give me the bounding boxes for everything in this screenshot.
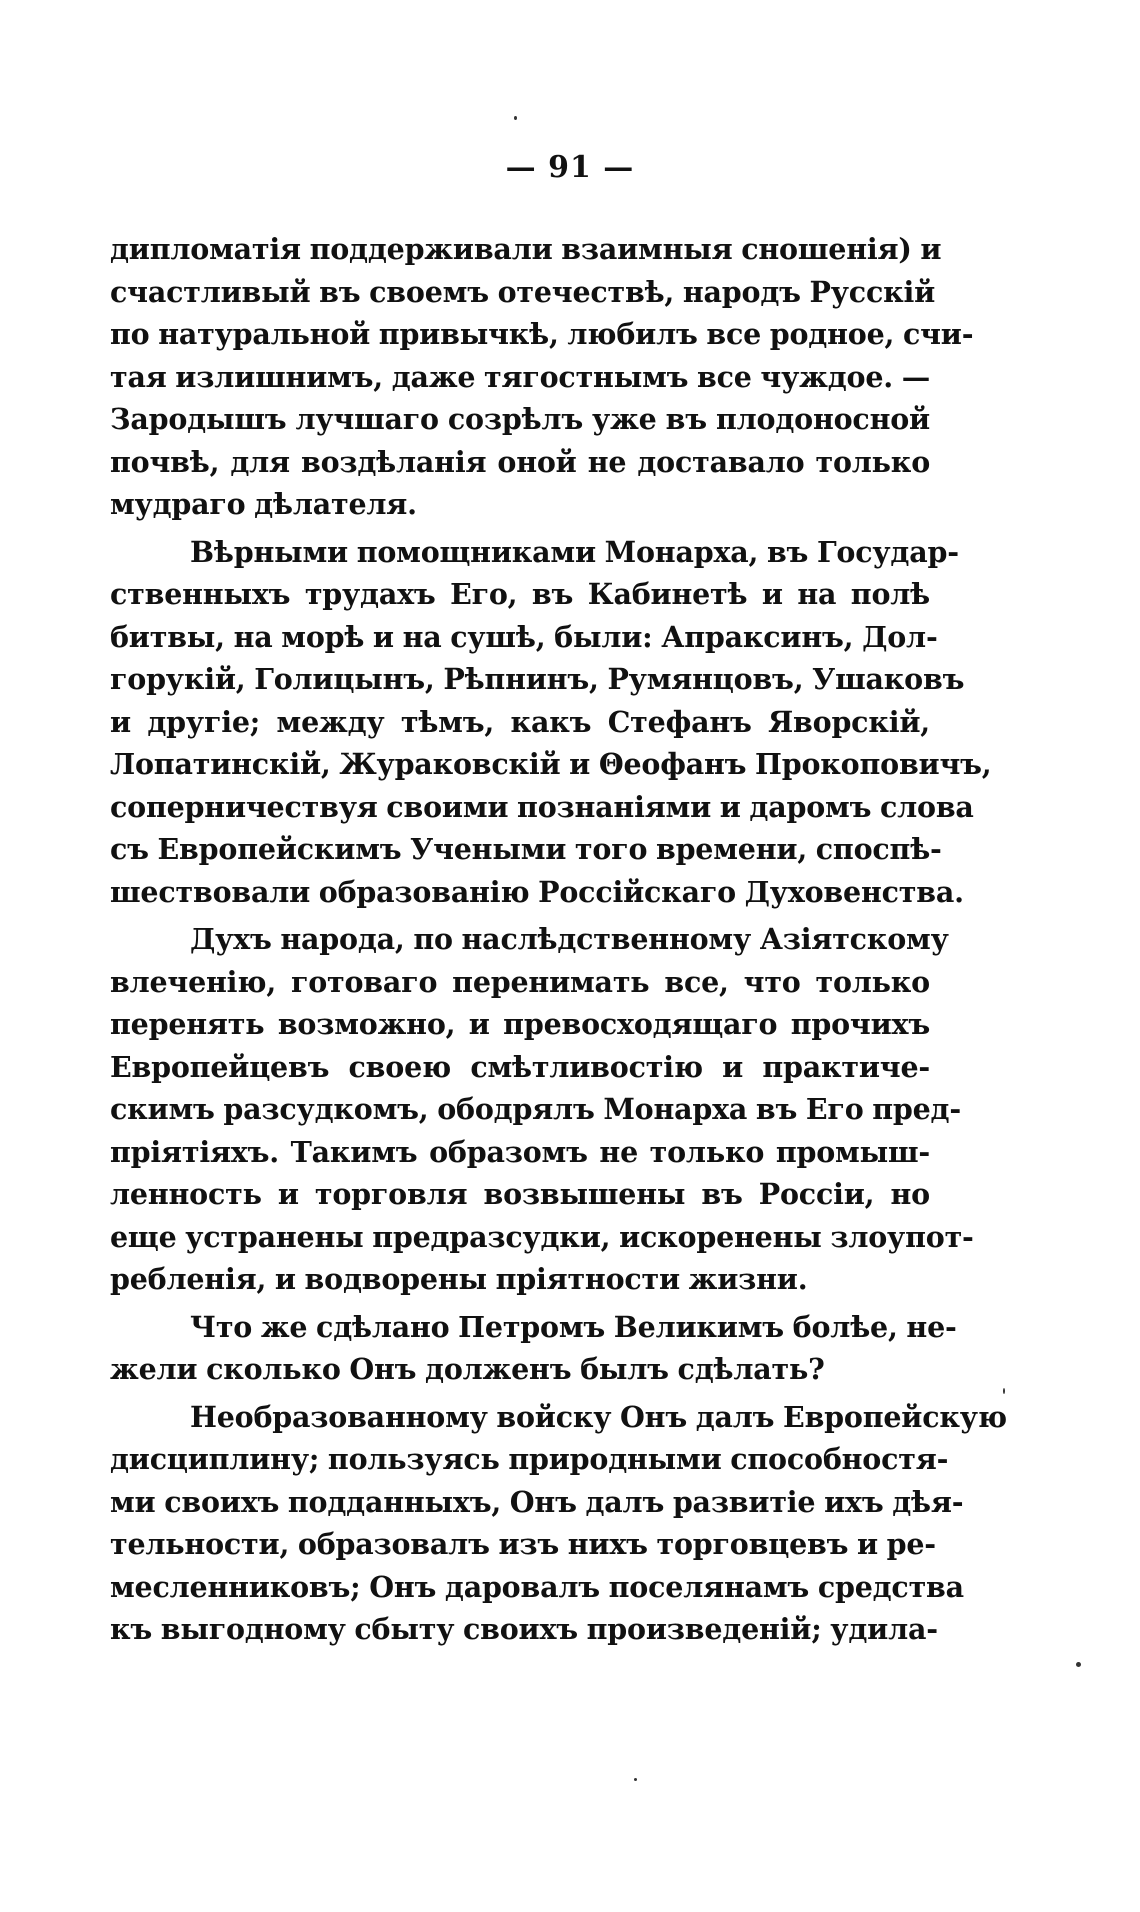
text-line: ми своихъ подданныхъ, Онъ далъ развитіе ихъ дѣя- — [110, 1484, 964, 1519]
text-line: влеченію, готоваго перенимать все, что только — [110, 964, 930, 999]
text-line: дисциплину; пользуясь природными способностя- — [110, 1442, 949, 1476]
text-line: дипломатія поддерживали взаимныя сношенія) и — [110, 232, 942, 266]
text-line: Лопатинскій, Жураковскій и Θеофанъ Прокоповичъ, — [110, 747, 992, 781]
text-line: ребленія, и водворены пріятности жизни. — [110, 1262, 808, 1296]
scan-speck — [1076, 1662, 1081, 1667]
text-line: мудраго дѣлателя. — [110, 487, 417, 521]
text-line: Европейцевъ своею смѣтливостію и практиче- — [110, 1049, 930, 1084]
text-line: Что же сдѣлано Петромъ Великимъ болѣе, не- — [190, 1309, 957, 1344]
text-line: почвѣ, для воздѣланія оной не доставало только — [110, 444, 930, 479]
text-line: Вѣрными помощниками Монарха, въ Государ- — [190, 534, 959, 569]
text-line: съ Европейскимъ Учеными того времени, споспѣ- — [110, 832, 942, 866]
text-line: месленниковъ; Онъ даровалъ поселянамъ средства — [110, 1569, 964, 1604]
text-line: шествовали образованію Россійскаго Духовенства. — [110, 874, 964, 909]
scan-speck — [634, 1778, 637, 1781]
text-line: битвы, на морѣ и на сушѣ, были: Апраксинъ, Дол- — [110, 619, 938, 654]
text-line: тельности, образовалъ изъ нихъ торговцевъ и ре- — [110, 1527, 936, 1561]
page-number: — 91 — — [505, 150, 635, 185]
text-line: ленность и торговля возвышены въ Россіи, но — [110, 1177, 930, 1211]
text-line: Зародышъ лучшаго созрѣлъ уже въ плодоносной — [110, 402, 930, 436]
text-line: соперничествуя своими познаніями и даромъ слова — [110, 789, 974, 824]
body-text — [110, 228, 1007, 1651]
text-line: Необразованному войску Онъ далъ Европейскую — [190, 1399, 1007, 1434]
text-line: жели сколько Онъ долженъ былъ сдѣлать? — [110, 1352, 825, 1386]
text-line: перенять возможно, и превосходящаго прочихъ — [110, 1007, 930, 1041]
text-line: пріятіяхъ. Такимъ образомъ не только промыш- — [110, 1134, 930, 1169]
text-line: по натуральной привычкѣ, любилъ все родное, счи- — [110, 317, 974, 351]
text-line: еще устранены предразсудки, искоренены злоупот- — [110, 1219, 974, 1254]
text-line: счастливый въ своемъ отечествѣ, народъ Русскій — [110, 274, 936, 309]
text-line: ственныхъ трудахъ Его, въ Кабинетѣ и на полѣ — [110, 577, 930, 611]
text-line: и другіе; между тѣмъ, какъ Стефанъ Яворскій, — [110, 704, 930, 739]
text-line: скимъ разсудкомъ, ободрялъ Монарха въ Его пред- — [110, 1092, 961, 1126]
scan-speck — [1003, 1388, 1005, 1394]
text-line: горукій, Голицынъ, Рѣпнинъ, Румянцовъ, Ушаковъ — [110, 662, 965, 696]
text-line: Духъ народа, по наслѣдственному Азіятскому — [190, 922, 949, 956]
scan-speck — [514, 116, 517, 120]
text-line: къ выгодному сбыту своихъ произведеній; удила- — [110, 1612, 938, 1646]
text-line: тая излишнимъ, даже тягостнымъ все чуждое. — — [110, 359, 930, 394]
